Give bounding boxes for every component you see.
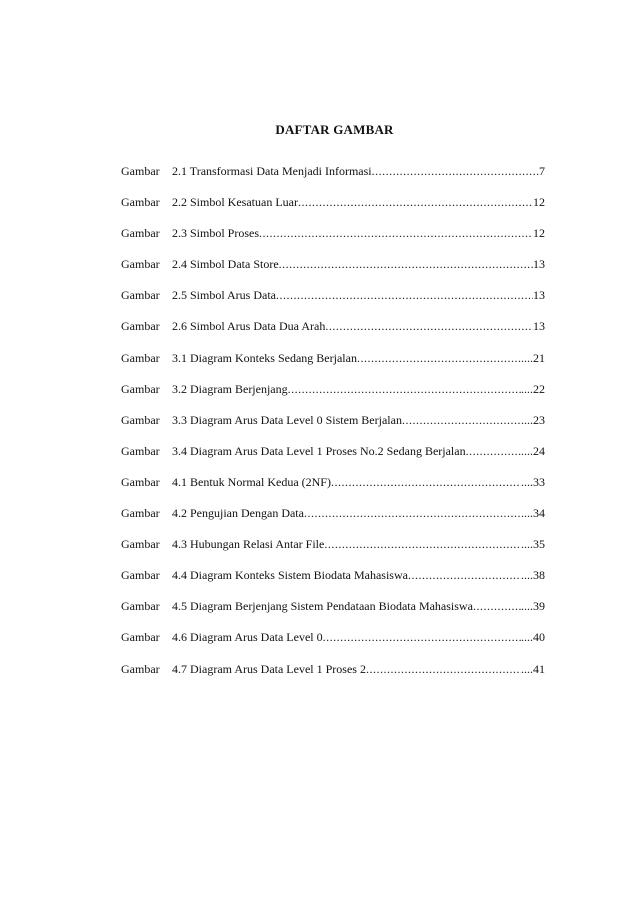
list-item [121, 662, 545, 693]
list-item [121, 506, 545, 537]
dot-leader [325, 319, 533, 334]
figure-page-number: ....24 [521, 443, 545, 458]
list-item [121, 568, 545, 599]
figure-title: 2.3 Simbol Proses [172, 226, 260, 241]
figure-page-number: 13 [533, 257, 545, 272]
list-item [121, 257, 545, 288]
dot-leader [473, 599, 521, 614]
dot-leader [402, 413, 521, 428]
figure-page-number: ....39 [521, 599, 545, 614]
figure-title: 3.2 Diagram Berjenjang [172, 381, 288, 396]
figure-title: 4.1 Bentuk Normal Kedua (2NF) [172, 474, 331, 489]
figure-page-number: ....38 [521, 568, 545, 583]
figure-page-number: 7 [539, 164, 545, 178]
figure-page-number: 13 [533, 288, 545, 303]
figure-list [121, 164, 545, 693]
list-item [121, 413, 545, 444]
figure-title: 2.1 Transformasi Data Menjadi Informasi [172, 164, 372, 178]
figure-prefix: Gambar [121, 350, 160, 365]
list-item [121, 475, 545, 506]
list-item [121, 444, 545, 475]
figure-title: 4.2 Pengujian Dengan Data [172, 506, 304, 521]
figure-prefix: Gambar [121, 568, 160, 583]
dot-leader [324, 537, 521, 552]
figure-prefix: Gambar [121, 630, 160, 645]
figure-prefix: Gambar [121, 164, 160, 178]
list-item [121, 226, 545, 257]
figure-title: 4.4 Diagram Konteks Sistem Biodata Mahasiswa [172, 568, 408, 583]
figure-prefix: Gambar [121, 288, 160, 303]
figure-prefix: Gambar [121, 257, 160, 272]
figure-page-number: ....33 [521, 474, 545, 489]
figure-prefix: Gambar [121, 661, 160, 676]
figure-title: 4.7 Diagram Arus Data Level 1 Proses 2 [172, 661, 366, 676]
figure-prefix: Gambar [121, 412, 160, 427]
figure-page-number: ....35 [521, 537, 545, 552]
page-title: DAFTAR GAMBAR [275, 122, 394, 137]
figure-page-number: ....22 [521, 381, 545, 396]
figure-page-number: 13 [533, 319, 545, 334]
dot-leader [323, 630, 521, 645]
dot-leader [288, 382, 521, 397]
figure-prefix: Gambar [121, 506, 160, 521]
list-item [121, 382, 545, 413]
list-item [121, 319, 545, 350]
figure-prefix: Gambar [121, 537, 160, 552]
figure-title: 4.5 Diagram Berjenjang Sistem Pendataan Biodata Mahasiswa [172, 599, 473, 614]
figure-title: 2.5 Simbol Arus Data [172, 288, 276, 303]
dot-leader [279, 257, 533, 272]
dot-leader [466, 444, 521, 459]
figure-page-number: ....40 [521, 630, 545, 645]
list-item [121, 195, 545, 226]
dot-leader [366, 662, 521, 677]
figure-prefix: Gambar [121, 226, 160, 241]
list-item [121, 537, 545, 568]
figure-prefix: Gambar [121, 474, 160, 489]
figure-page-number: ....41 [521, 661, 545, 676]
figure-prefix: Gambar [121, 443, 160, 458]
list-item [121, 630, 545, 661]
figure-prefix: Gambar [121, 381, 160, 396]
dot-leader [276, 288, 533, 303]
figure-prefix: Gambar [121, 319, 160, 334]
dot-leader [304, 506, 521, 521]
figure-title: 3.1 Diagram Konteks Sedang Berjalan [172, 350, 357, 365]
dot-leader [331, 475, 521, 490]
figure-title: 3.3 Diagram Arus Data Level 0 Sistem Berjalan [172, 412, 402, 427]
dot-leader [259, 226, 533, 241]
figure-page-number: ....34 [521, 506, 545, 521]
dot-leader [298, 195, 533, 210]
figure-title: 3.4 Diagram Arus Data Level 1 Proses No.2 Sedang Berjalan [172, 443, 466, 458]
figure-title: 2.2 Simbol Kesatuan Luar [172, 195, 298, 210]
figure-title: 4.6 Diagram Arus Data Level 0 [172, 630, 323, 645]
figure-title: 2.6 Simbol Arus Data Dua Arah [172, 319, 326, 334]
figure-page-number: 12 [533, 226, 545, 241]
dot-leader [372, 164, 539, 179]
dot-leader [357, 351, 521, 366]
list-item [121, 164, 545, 195]
figure-title: 2.4 Simbol Data Store [172, 257, 279, 272]
figure-page-number: ....23 [521, 412, 545, 427]
figure-prefix: Gambar [121, 599, 160, 614]
list-item [121, 288, 545, 319]
figure-prefix: Gambar [121, 195, 160, 210]
figure-page-number: 12 [533, 195, 545, 210]
figure-title: 4.3 Hubungan Relasi Antar File [172, 537, 325, 552]
list-item [121, 351, 545, 382]
list-item [121, 599, 545, 630]
figure-page-number: ....21 [521, 350, 545, 365]
dot-leader [408, 568, 521, 583]
